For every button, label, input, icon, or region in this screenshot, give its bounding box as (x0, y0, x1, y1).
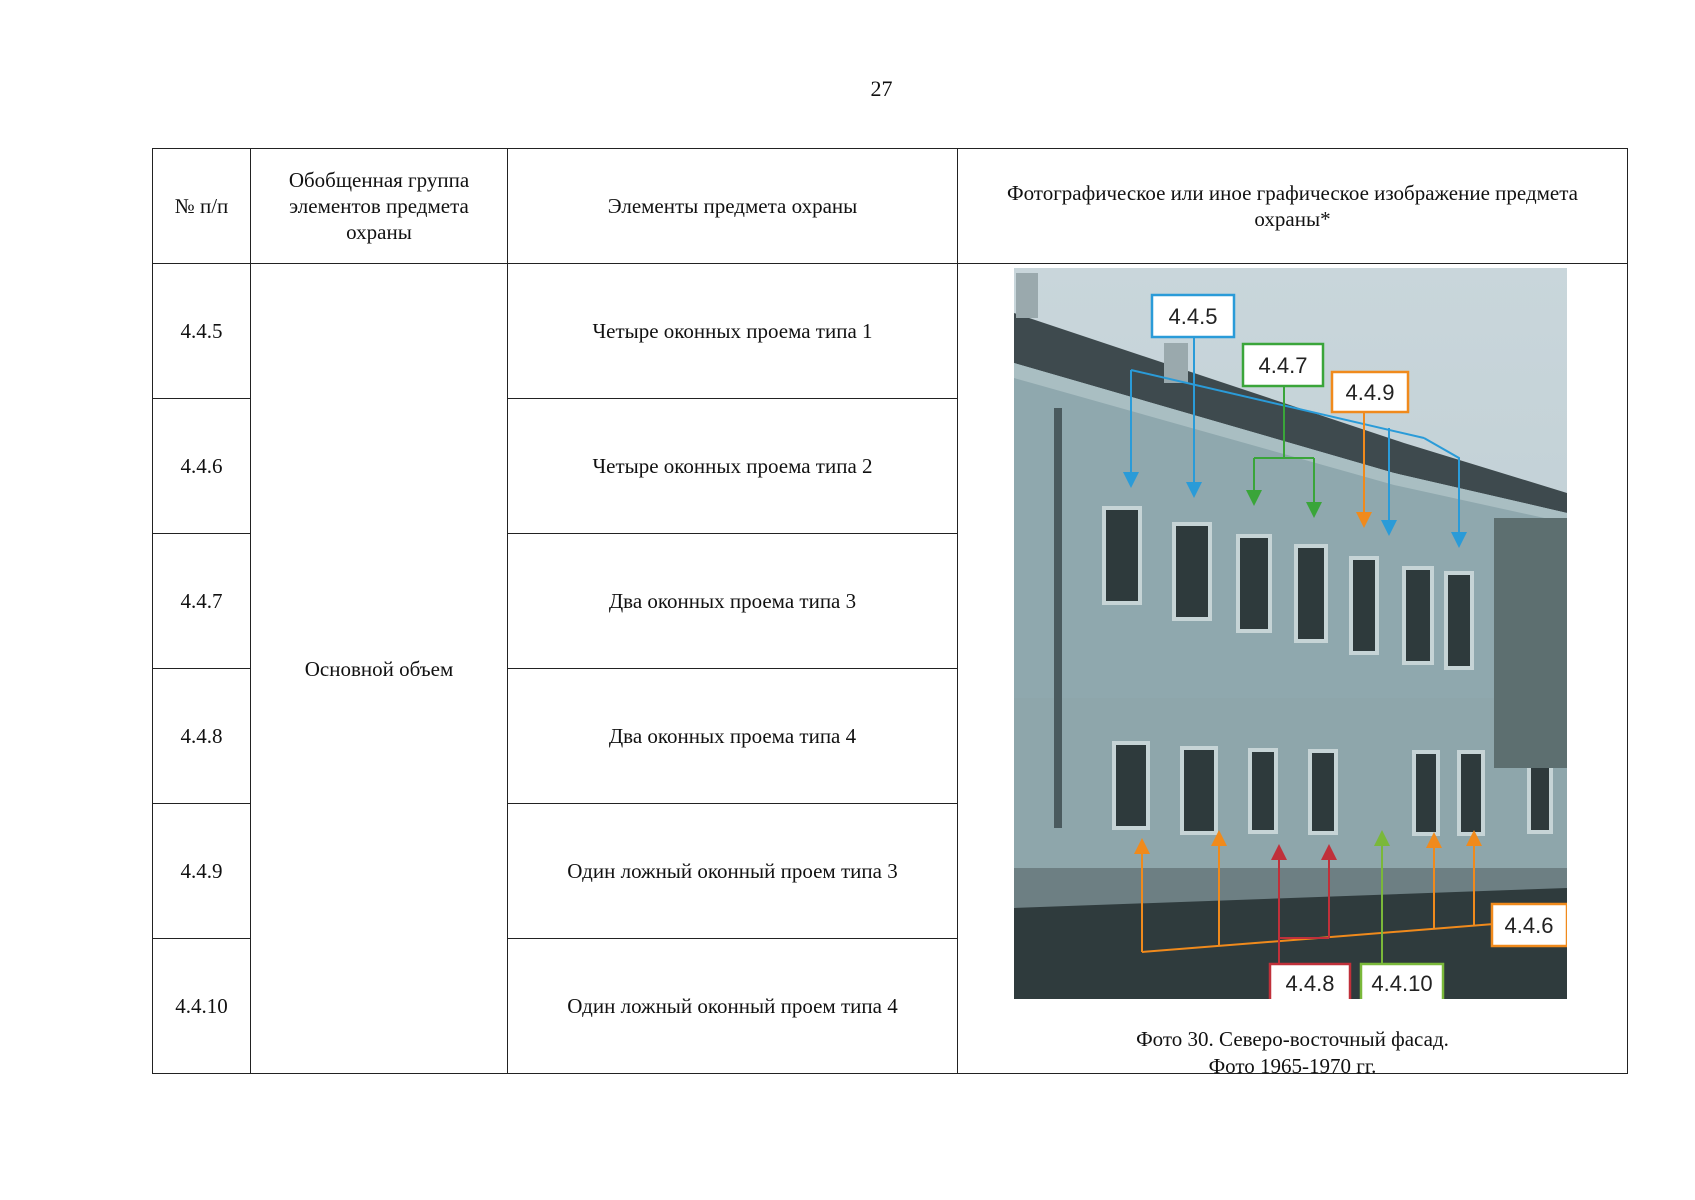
callout-4-4-9 (1332, 372, 1408, 412)
row-element: Два оконных проема типа 4 (508, 669, 958, 804)
callout-4-4-6 (1492, 904, 1567, 946)
row-element: Один ложный оконный проем типа 3 (508, 804, 958, 939)
svg-text:4.4.6: 4.4.6 (1504, 913, 1554, 938)
facade-photo (1014, 268, 1567, 999)
row-number: 4.4.6 (153, 399, 251, 534)
svg-text:4.4.10: 4.4.10 (1371, 971, 1433, 996)
row-element: Один ложный оконный проем типа 4 (508, 939, 958, 1074)
svg-text:4.4.8: 4.4.8 (1285, 971, 1335, 996)
photo-caption (958, 1026, 1627, 1080)
table-header-row (153, 149, 1628, 264)
row-element: Четыре оконных проема типа 1 (508, 264, 958, 399)
row-number: 4.4.8 (153, 669, 251, 804)
callout-4-4-7 (1243, 344, 1323, 386)
row-number: 4.4.5 (153, 264, 251, 399)
row-number: 4.4.10 (153, 939, 251, 1074)
row-number: 4.4.7 (153, 534, 251, 669)
svg-text:4.4.7: 4.4.7 (1258, 353, 1308, 378)
svg-text:4.4.9: 4.4.9 (1345, 380, 1395, 405)
group-cell: Основной объем (251, 264, 508, 1074)
header-group: Обобщенная группа элементов предмета охраны (251, 149, 508, 264)
caption-line-1: Фото 30. Северо-восточный фасад. (1136, 1027, 1449, 1051)
row-element: Четыре оконных проема типа 2 (508, 399, 958, 534)
protection-table (152, 148, 1628, 1078)
callout-4-4-8 (1270, 964, 1350, 999)
caption-line-2: Фото 1965-1970 гг. (1208, 1054, 1377, 1078)
header-elements: Элементы предмета охраны (508, 149, 958, 264)
header-image: Фотографическое или иное графическое изображение предмета охраны* (958, 149, 1628, 264)
row-number: 4.4.9 (153, 804, 251, 939)
photo-cell (958, 264, 1628, 1078)
page-number: 27 (870, 76, 893, 101)
row-element: Два оконных проема типа 3 (508, 534, 958, 669)
header-number: № п/п (153, 149, 251, 264)
callout-4-4-5 (1152, 295, 1234, 337)
callout-4-4-10 (1361, 964, 1443, 999)
svg-text:4.4.5: 4.4.5 (1168, 304, 1218, 329)
table-row (153, 264, 1628, 399)
